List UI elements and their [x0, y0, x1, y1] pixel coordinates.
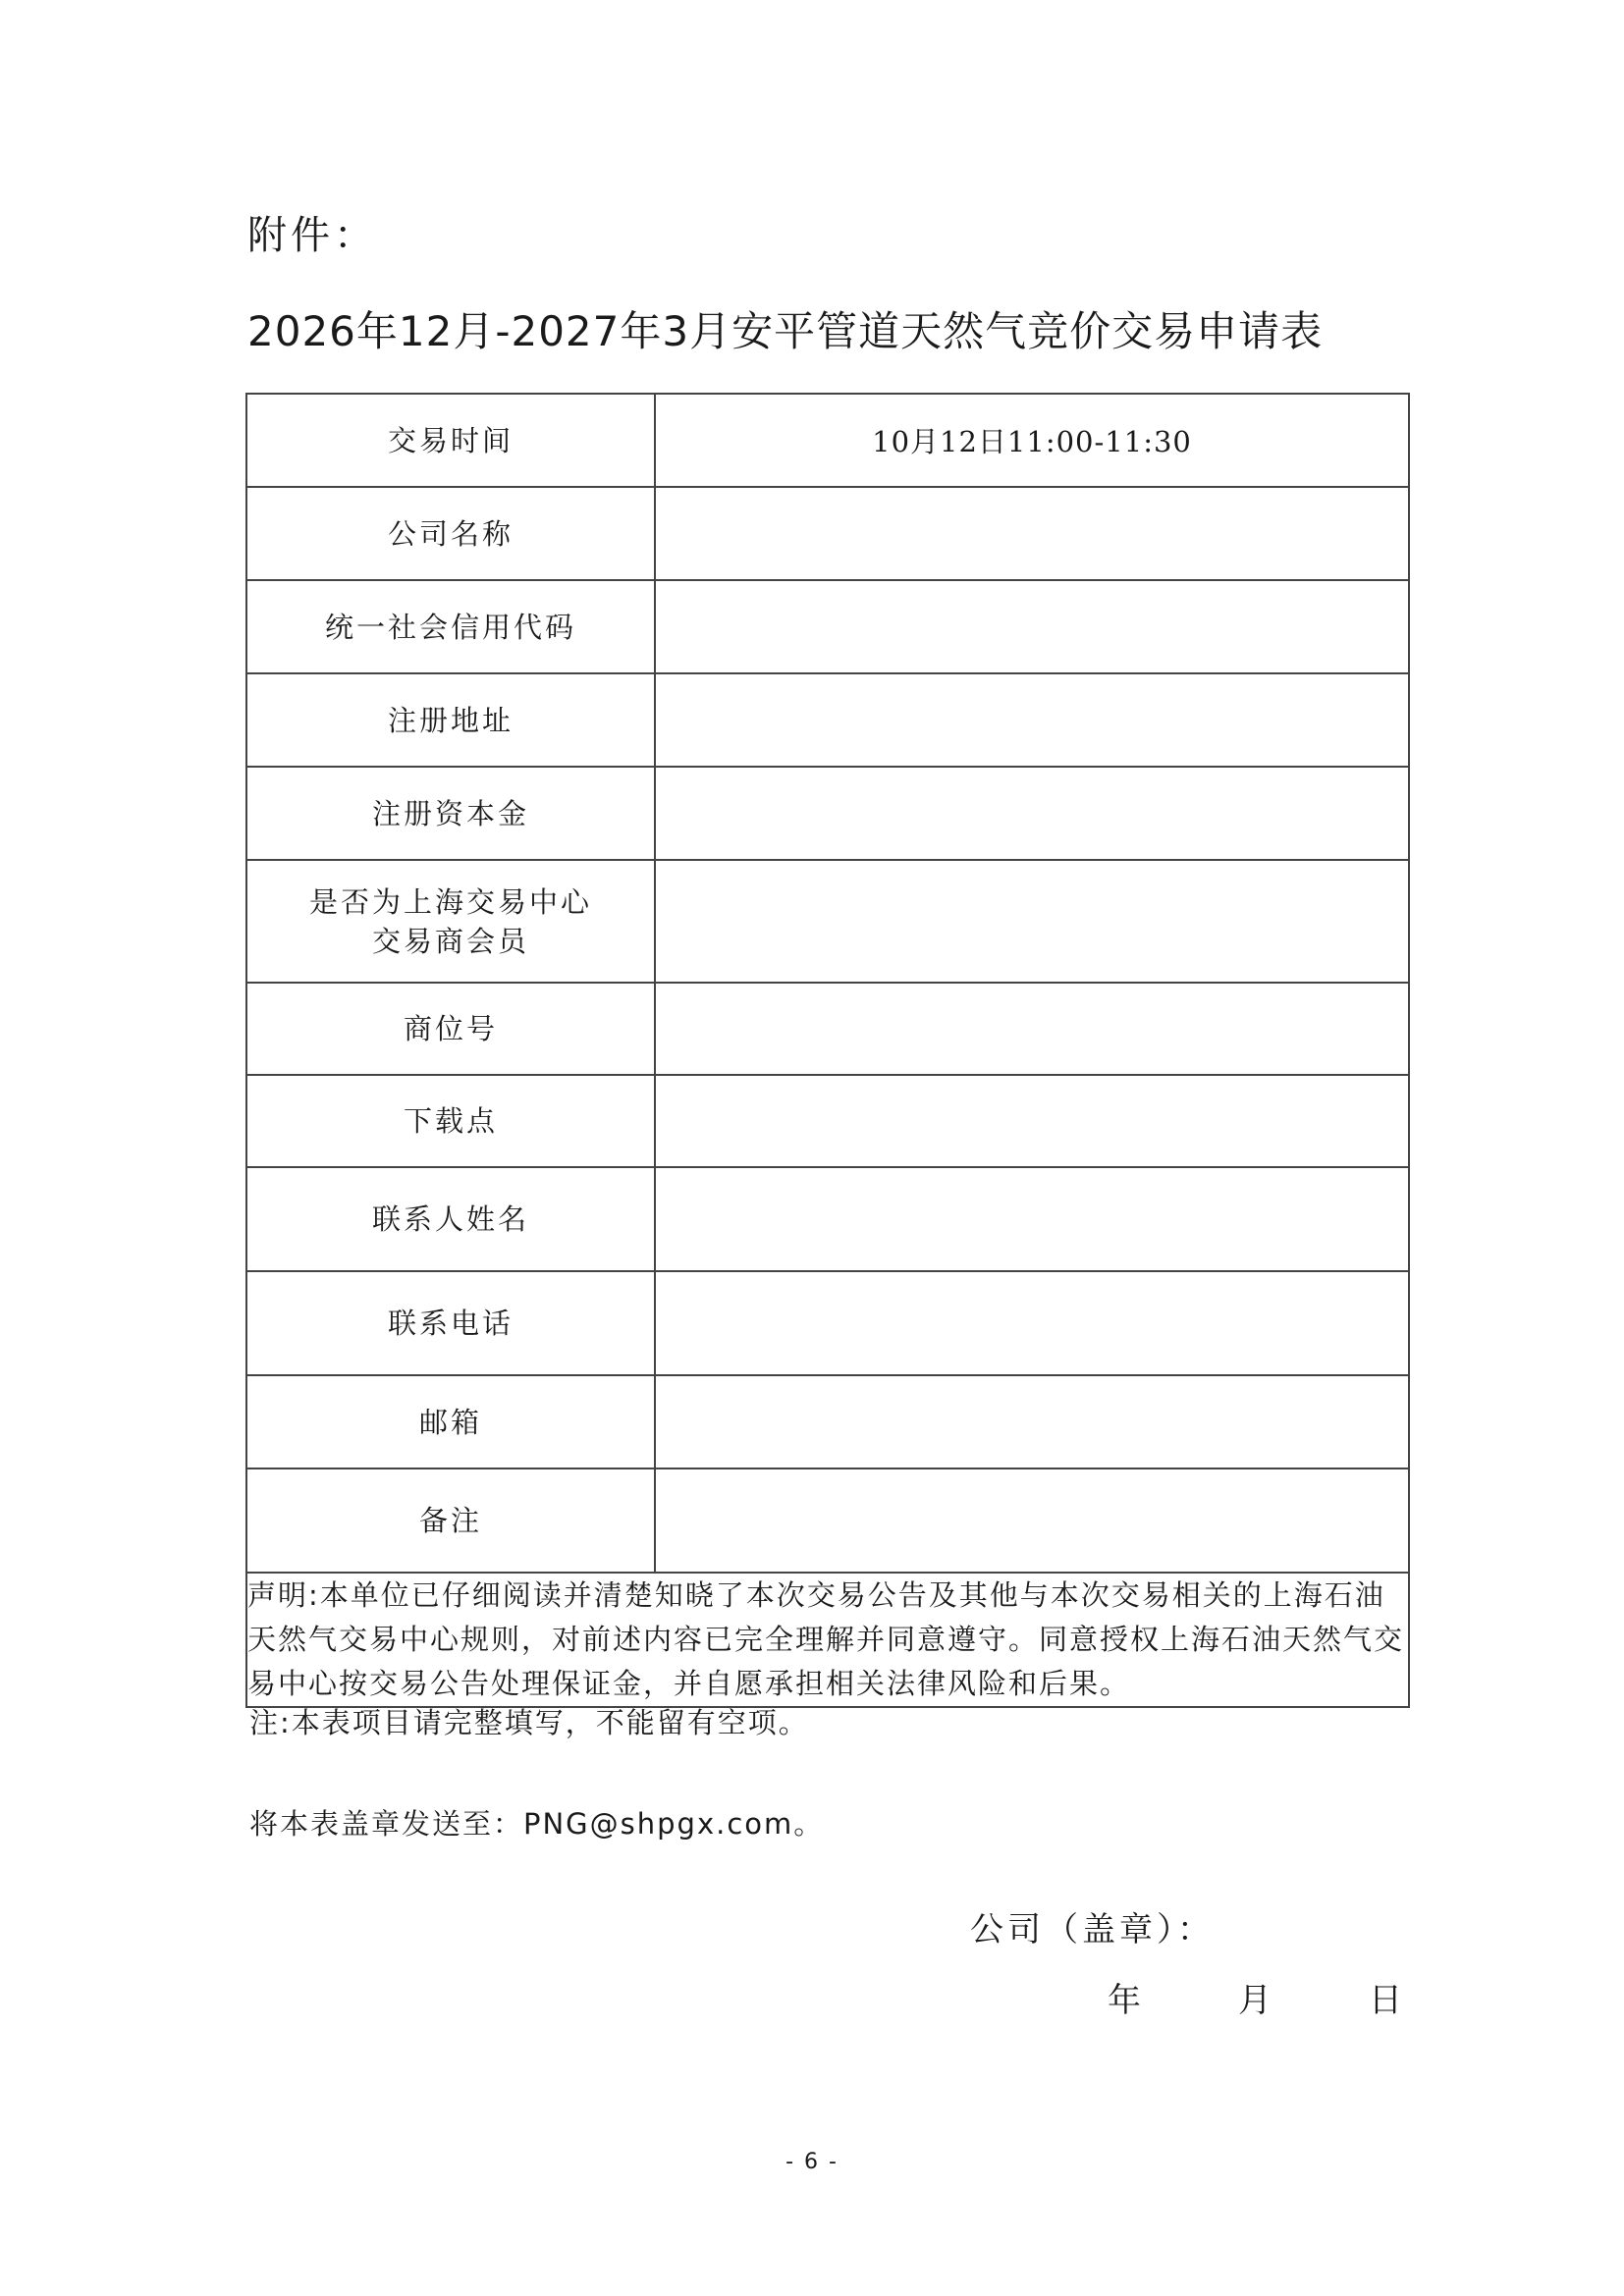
credit-code-field[interactable]	[655, 580, 1409, 673]
credit-code-label: 统一社会信用代码	[246, 580, 655, 673]
registered-capital-label: 注册资本金	[246, 767, 655, 860]
seat-number-label: 商位号	[246, 983, 655, 1075]
table-row-member-status	[246, 860, 1409, 983]
download-point-field[interactable]	[655, 1075, 1409, 1167]
contact-name-label: 联系人姓名	[246, 1167, 655, 1271]
company-seal-label: 公司（盖章）：	[970, 1910, 1215, 1949]
contact-phone-field[interactable]	[655, 1271, 1409, 1375]
table-row-contact-phone	[246, 1271, 1409, 1375]
application-form-table	[245, 393, 1410, 1708]
table-row-remarks	[246, 1468, 1409, 1573]
date-line	[1108, 1973, 1402, 2021]
declaration-text: 声明:本单位已仔细阅读并清楚知晓了本次交易公告及其他与本次交易相关的上海石油天然气交易中心规则，对前述内容已完全理解并同意遵守。同意授权上海石油天然气交易中心按交易公告处理保证金，并自愿承担相关法律风险和后果。	[246, 1573, 1409, 1707]
company-name-label: 公司名称	[246, 487, 655, 580]
registered-address-label: 注册地址	[246, 673, 655, 767]
remarks-field[interactable]	[655, 1468, 1409, 1573]
table-row-registered-capital	[246, 767, 1409, 860]
table-row-declaration	[246, 1573, 1409, 1707]
date-day-label: 日	[1369, 1981, 1402, 2020]
seat-number-field[interactable]	[655, 983, 1409, 1075]
email-label: 邮箱	[246, 1375, 655, 1468]
contact-phone-label: 联系电话	[246, 1271, 655, 1375]
contact-name-field[interactable]	[655, 1167, 1409, 1271]
registered-address-field[interactable]	[655, 673, 1409, 767]
trade-time-label: 交易时间	[246, 394, 655, 487]
company-name-field[interactable]	[655, 487, 1409, 580]
table-row-company-name	[246, 487, 1409, 580]
send-instruction: 将本表盖章发送至：PNG@shpgx.com。	[249, 1807, 825, 1841]
date-month-label: 月	[1238, 1981, 1272, 2020]
date-year-label: 年	[1108, 1981, 1141, 2020]
table-row-contact-name	[246, 1167, 1409, 1271]
table-row-seat-number	[246, 983, 1409, 1075]
attachment-label: 附件：	[247, 213, 377, 258]
table-row-email	[246, 1375, 1409, 1468]
member-status-label-line1: 是否为上海交易中心	[308, 884, 592, 919]
trade-time-value: 10月12日11:00-11:30	[655, 394, 1409, 487]
registered-capital-field[interactable]	[655, 767, 1409, 860]
page-number: - 6 -	[785, 2150, 839, 2174]
email-field[interactable]	[655, 1375, 1409, 1468]
member-status-field[interactable]	[655, 860, 1409, 983]
remarks-label: 备注	[246, 1468, 655, 1573]
fill-note: 注:本表项目请完整填写，不能留有空项。	[249, 1706, 809, 1739]
member-status-label	[246, 860, 655, 983]
download-point-label: 下载点	[246, 1075, 655, 1167]
table-row-download-point	[246, 1075, 1409, 1167]
table-row-credit-code	[246, 580, 1409, 673]
member-status-label-line2: 交易商会员	[371, 924, 529, 958]
table-row-registered-address	[246, 673, 1409, 767]
form-title: 2026年12月-2027年3月安平管道天然气竞价交易申请表	[247, 307, 1324, 355]
table-row-trade-time	[246, 394, 1409, 487]
